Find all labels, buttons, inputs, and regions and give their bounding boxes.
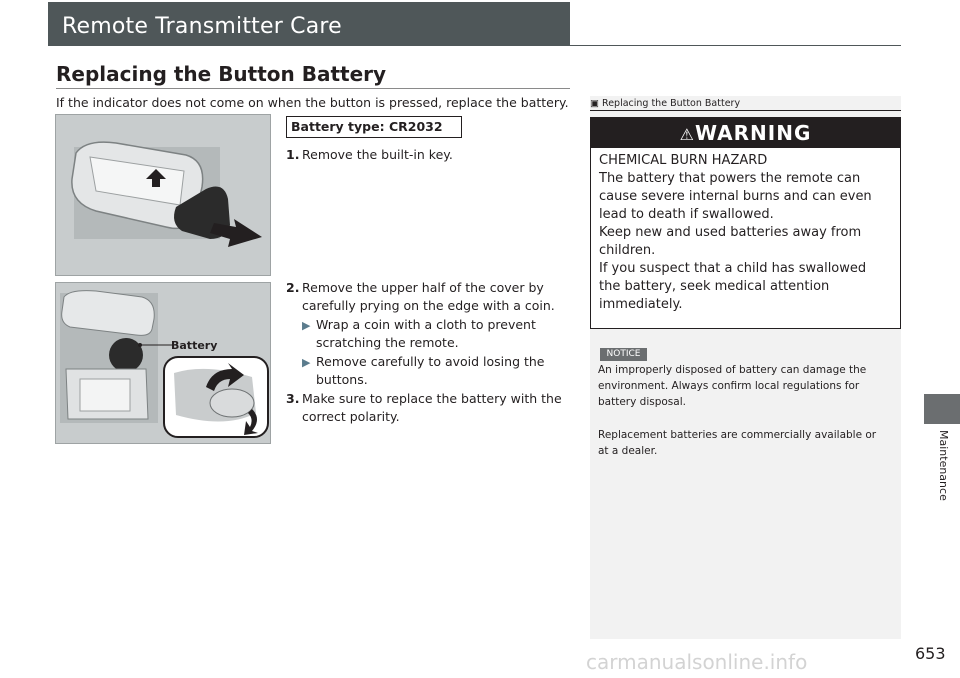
- step-1-number: 1.: [286, 147, 300, 162]
- note-line: Replacement batteries are commercially available or: [598, 429, 877, 441]
- intro-text: If the indicator does not come on when the button is pressed, replace the battery.: [56, 95, 569, 110]
- substep-1-line1: Wrap a coin with a cloth to prevent: [316, 317, 536, 332]
- step-2-text-line1: Remove the upper half of the cover by: [302, 280, 544, 295]
- sidebar-heading-text: Replacing the Button Battery: [602, 98, 741, 109]
- warning-line: lead to death if swallowed.: [599, 207, 774, 222]
- watermark: carmanualsonline.info: [586, 650, 808, 674]
- substep-2-line1: Remove carefully to avoid losing the: [316, 354, 545, 369]
- warning-line: children.: [599, 243, 656, 258]
- replace-battery-illustration: [55, 282, 271, 444]
- step-2-text-line2: carefully prying on the edge with a coin.: [302, 298, 555, 313]
- header-rule: [570, 45, 901, 46]
- sidebar-heading-rule: [590, 110, 901, 111]
- warning-line: The battery that powers the remote can: [599, 171, 861, 186]
- substep-1: [302, 316, 536, 335]
- step-3-number: 3.: [286, 391, 300, 406]
- warning-title: WARNING: [694, 121, 812, 145]
- warning-line: immediately.: [599, 297, 683, 312]
- triangle-arrow-icon: ▶: [302, 356, 311, 369]
- notice-badge: NOTICE: [600, 348, 647, 361]
- triangle-arrow-icon: ▶: [302, 319, 311, 332]
- warning-box: [590, 117, 901, 329]
- step-1-text: Remove the built-in key.: [302, 147, 453, 162]
- substep-2-line2: buttons.: [316, 372, 368, 387]
- chapter-side-label: Maintenance: [937, 430, 950, 501]
- remove-key-illustration: [55, 114, 271, 276]
- warning-line: CHEMICAL BURN HAZARD: [599, 153, 768, 168]
- note-line: at a dealer.: [598, 445, 658, 457]
- battery-type-box: Battery type: CR2032: [286, 116, 462, 138]
- warning-line: the battery, seek medical attention: [599, 279, 830, 294]
- page-number: 653: [915, 644, 946, 663]
- step-3-text-line2: correct polarity.: [302, 409, 400, 424]
- chapter-title: Remote Transmitter Care: [62, 14, 342, 39]
- warning-triangle-icon: ⚠: [679, 125, 695, 144]
- step-3-text-line1: Make sure to replace the battery with the: [302, 391, 562, 406]
- section-rule: [56, 88, 570, 89]
- substep-2: [302, 353, 545, 372]
- sidebar-heading: [590, 98, 740, 109]
- step-2-number: 2.: [286, 280, 300, 295]
- warning-banner: [591, 118, 900, 148]
- notice-line: An improperly disposed of battery can damage the: [598, 364, 867, 376]
- notice-line: battery disposal.: [598, 396, 686, 408]
- chapter-tab: [924, 394, 960, 424]
- step-2: [286, 279, 544, 297]
- battery-callout-label: Battery: [171, 339, 218, 352]
- substep-1-line2: scratching the remote.: [316, 335, 459, 350]
- section-title: Replacing the Button Battery: [56, 62, 387, 86]
- step-3: [286, 390, 562, 408]
- step-1: [286, 146, 453, 164]
- warning-line: cause severe internal burns and can even: [599, 189, 872, 204]
- warning-line: If you suspect that a child has swallowed: [599, 261, 867, 276]
- notice-line: environment. Always confirm local regulations for: [598, 380, 860, 392]
- reference-icon: ▣: [590, 98, 599, 109]
- warning-line: Keep new and used batteries away from: [599, 225, 862, 240]
